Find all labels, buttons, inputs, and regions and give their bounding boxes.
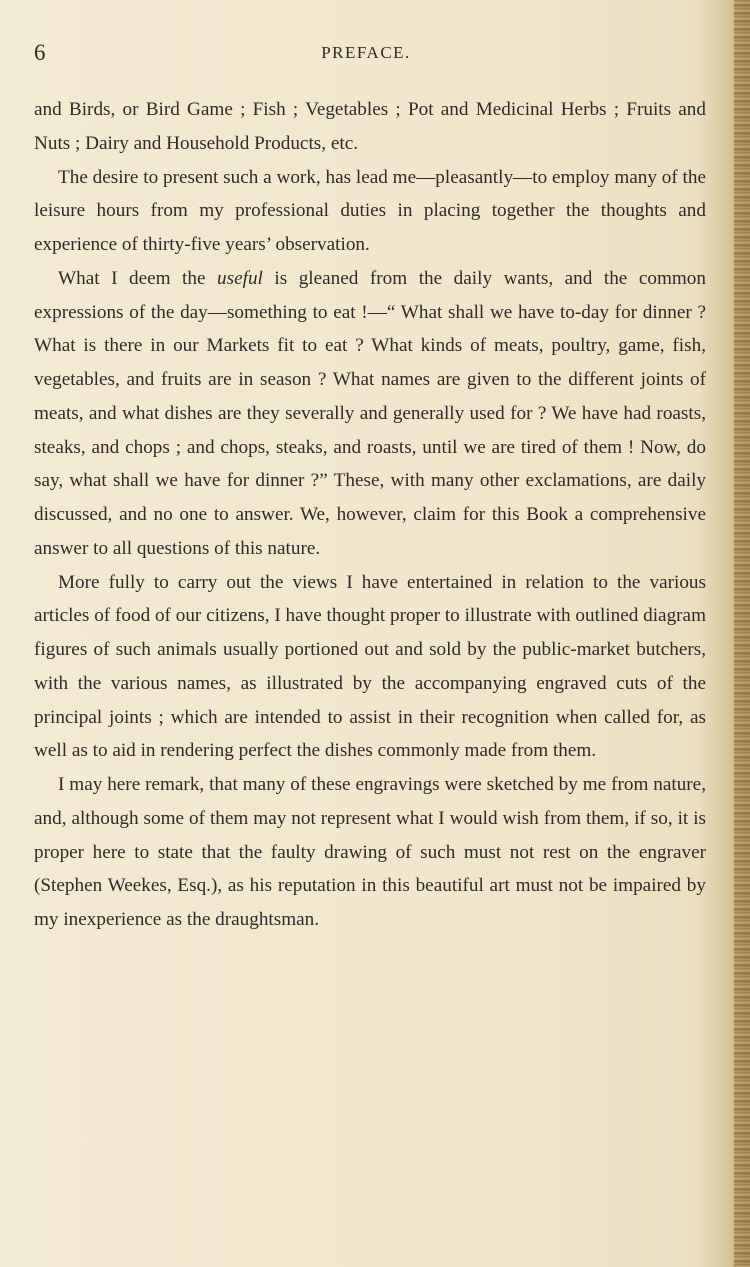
paragraph-3-start: What I deem the xyxy=(58,267,218,289)
emphasis-useful: useful xyxy=(217,267,263,289)
body-text xyxy=(34,93,706,937)
paragraph-3 xyxy=(34,262,706,566)
running-head: PREFACE. xyxy=(321,43,411,62)
paragraph-4: More fully to carry out the views I have entertained in relation to the various articles of food of our citizens, I have thought proper to illustrate with outlined diagram figures of such animals usually portioned out and sold by the public-market butchers, with the various names, as illustrated by the accompanying engraved cuts of the principal joints ; which are intended to assist in their recognition when called for, as well as to aid in rendering perfect the dishes commonly made from them. xyxy=(34,571,706,762)
paragraph-5: I may here remark, that many of these engravings were sketched by me from nature, and, although some of them may not represent what I would wish from them, if so, it is proper here to state that the faulty drawing of such must not rest on the engraver (Stephen Weekes, Esq.), as his reputation in this beautiful art must not be impaired by my inexperience as the draughtsman. xyxy=(34,774,706,930)
paragraph-2: The desire to present such a work, has lead me—pleasantly—to employ many of the leisure hours from my professional duties in placing together the thoughts and experience of thirty-five years’ observation. xyxy=(34,166,706,255)
page-header xyxy=(34,40,698,70)
page-edge xyxy=(734,0,750,1267)
paragraph-3-rest: is gleaned from the daily wants, and the common expressions of the day—something to eat !—“ What shall we have to-day for dinner ? What is there in our Markets fit to eat ? What kinds of meats, poultry, game, fish, vegetables, and fruits are in season ? What names are given to the different joints of meats, and what dishes are they severally and generally used for ? We have had roasts, steaks, and chops ; and chops, steaks, and roasts, until we are tired of them ! Now, do say, what shall we have for dinner ?” These, with many other exclamations, are daily discussed, and no one to answer. We, however, claim for this Book a comprehensive answer to all questions of this nature. xyxy=(34,267,706,559)
paragraph-1: and Birds, or Bird Game ; Fish ; Vegetables ; Pot and Medicinal Herbs ; Fruits and Nuts ; Dairy and Household Products, etc. xyxy=(34,99,706,154)
page-number: 6 xyxy=(34,40,47,65)
